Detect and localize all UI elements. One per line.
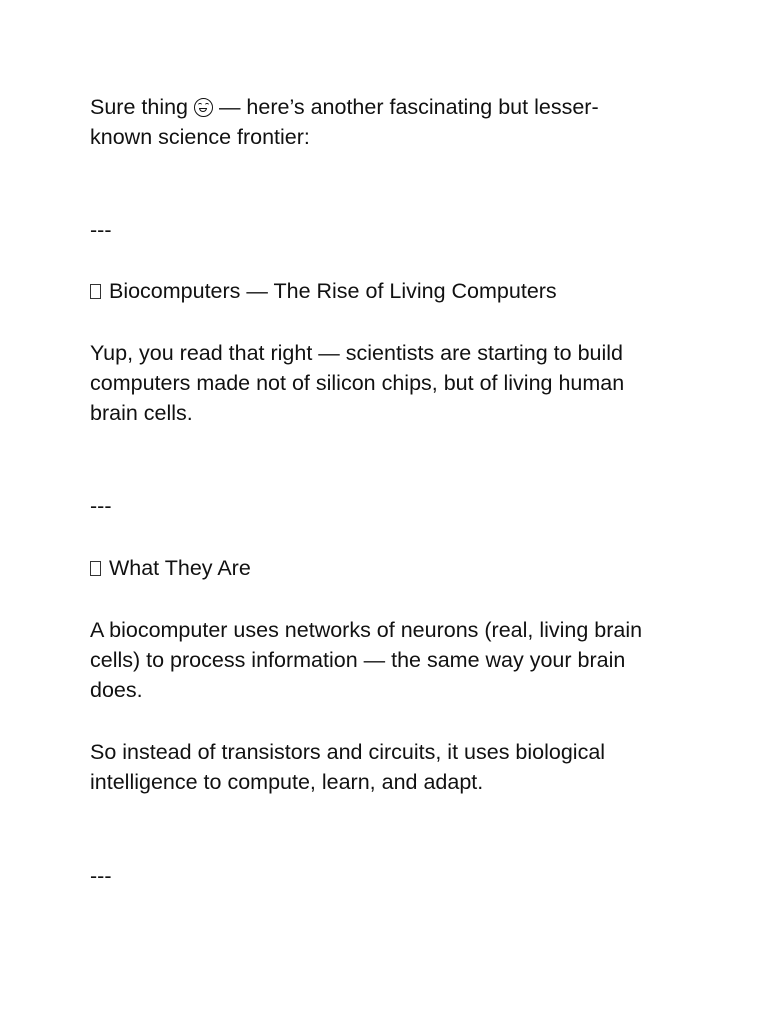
intro-text-start: Sure thing	[90, 95, 194, 119]
section-heading-biocomputers	[90, 276, 690, 307]
intro-line-2: known science frontier:	[90, 125, 310, 149]
missing-glyph-icon	[90, 284, 101, 299]
paragraph-line: does.	[90, 678, 143, 702]
section-heading-text: Biocomputers — The Rise of Living Computers	[103, 279, 557, 303]
paragraph-line: So instead of transistors and circuits, it uses biological	[90, 740, 606, 764]
grinning-face-icon	[194, 98, 213, 117]
intro-text-end: — here’s another fascinating but lesser-	[212, 95, 599, 119]
paragraph-line: computers made not of silicon chips, but of living human	[90, 371, 625, 395]
missing-glyph-icon	[90, 561, 101, 576]
paragraph-line: cells) to process information — the same way your brain	[90, 648, 626, 672]
paragraph-line: A biocomputer uses networks of neurons (real, living brain	[90, 618, 643, 642]
section-heading-what-they-are	[90, 553, 690, 584]
paragraph-line: brain cells.	[90, 401, 193, 425]
paragraph-line: intelligence to compute, learn, and adapt.	[90, 770, 484, 794]
separator: ---	[90, 494, 112, 518]
paragraph-line: Yup, you read that right — scientists are starting to build	[90, 341, 624, 365]
section-heading-text: What They Are	[103, 556, 251, 580]
separator: ---	[90, 864, 112, 888]
separator: ---	[90, 218, 112, 242]
intro-line-1	[90, 92, 690, 123]
